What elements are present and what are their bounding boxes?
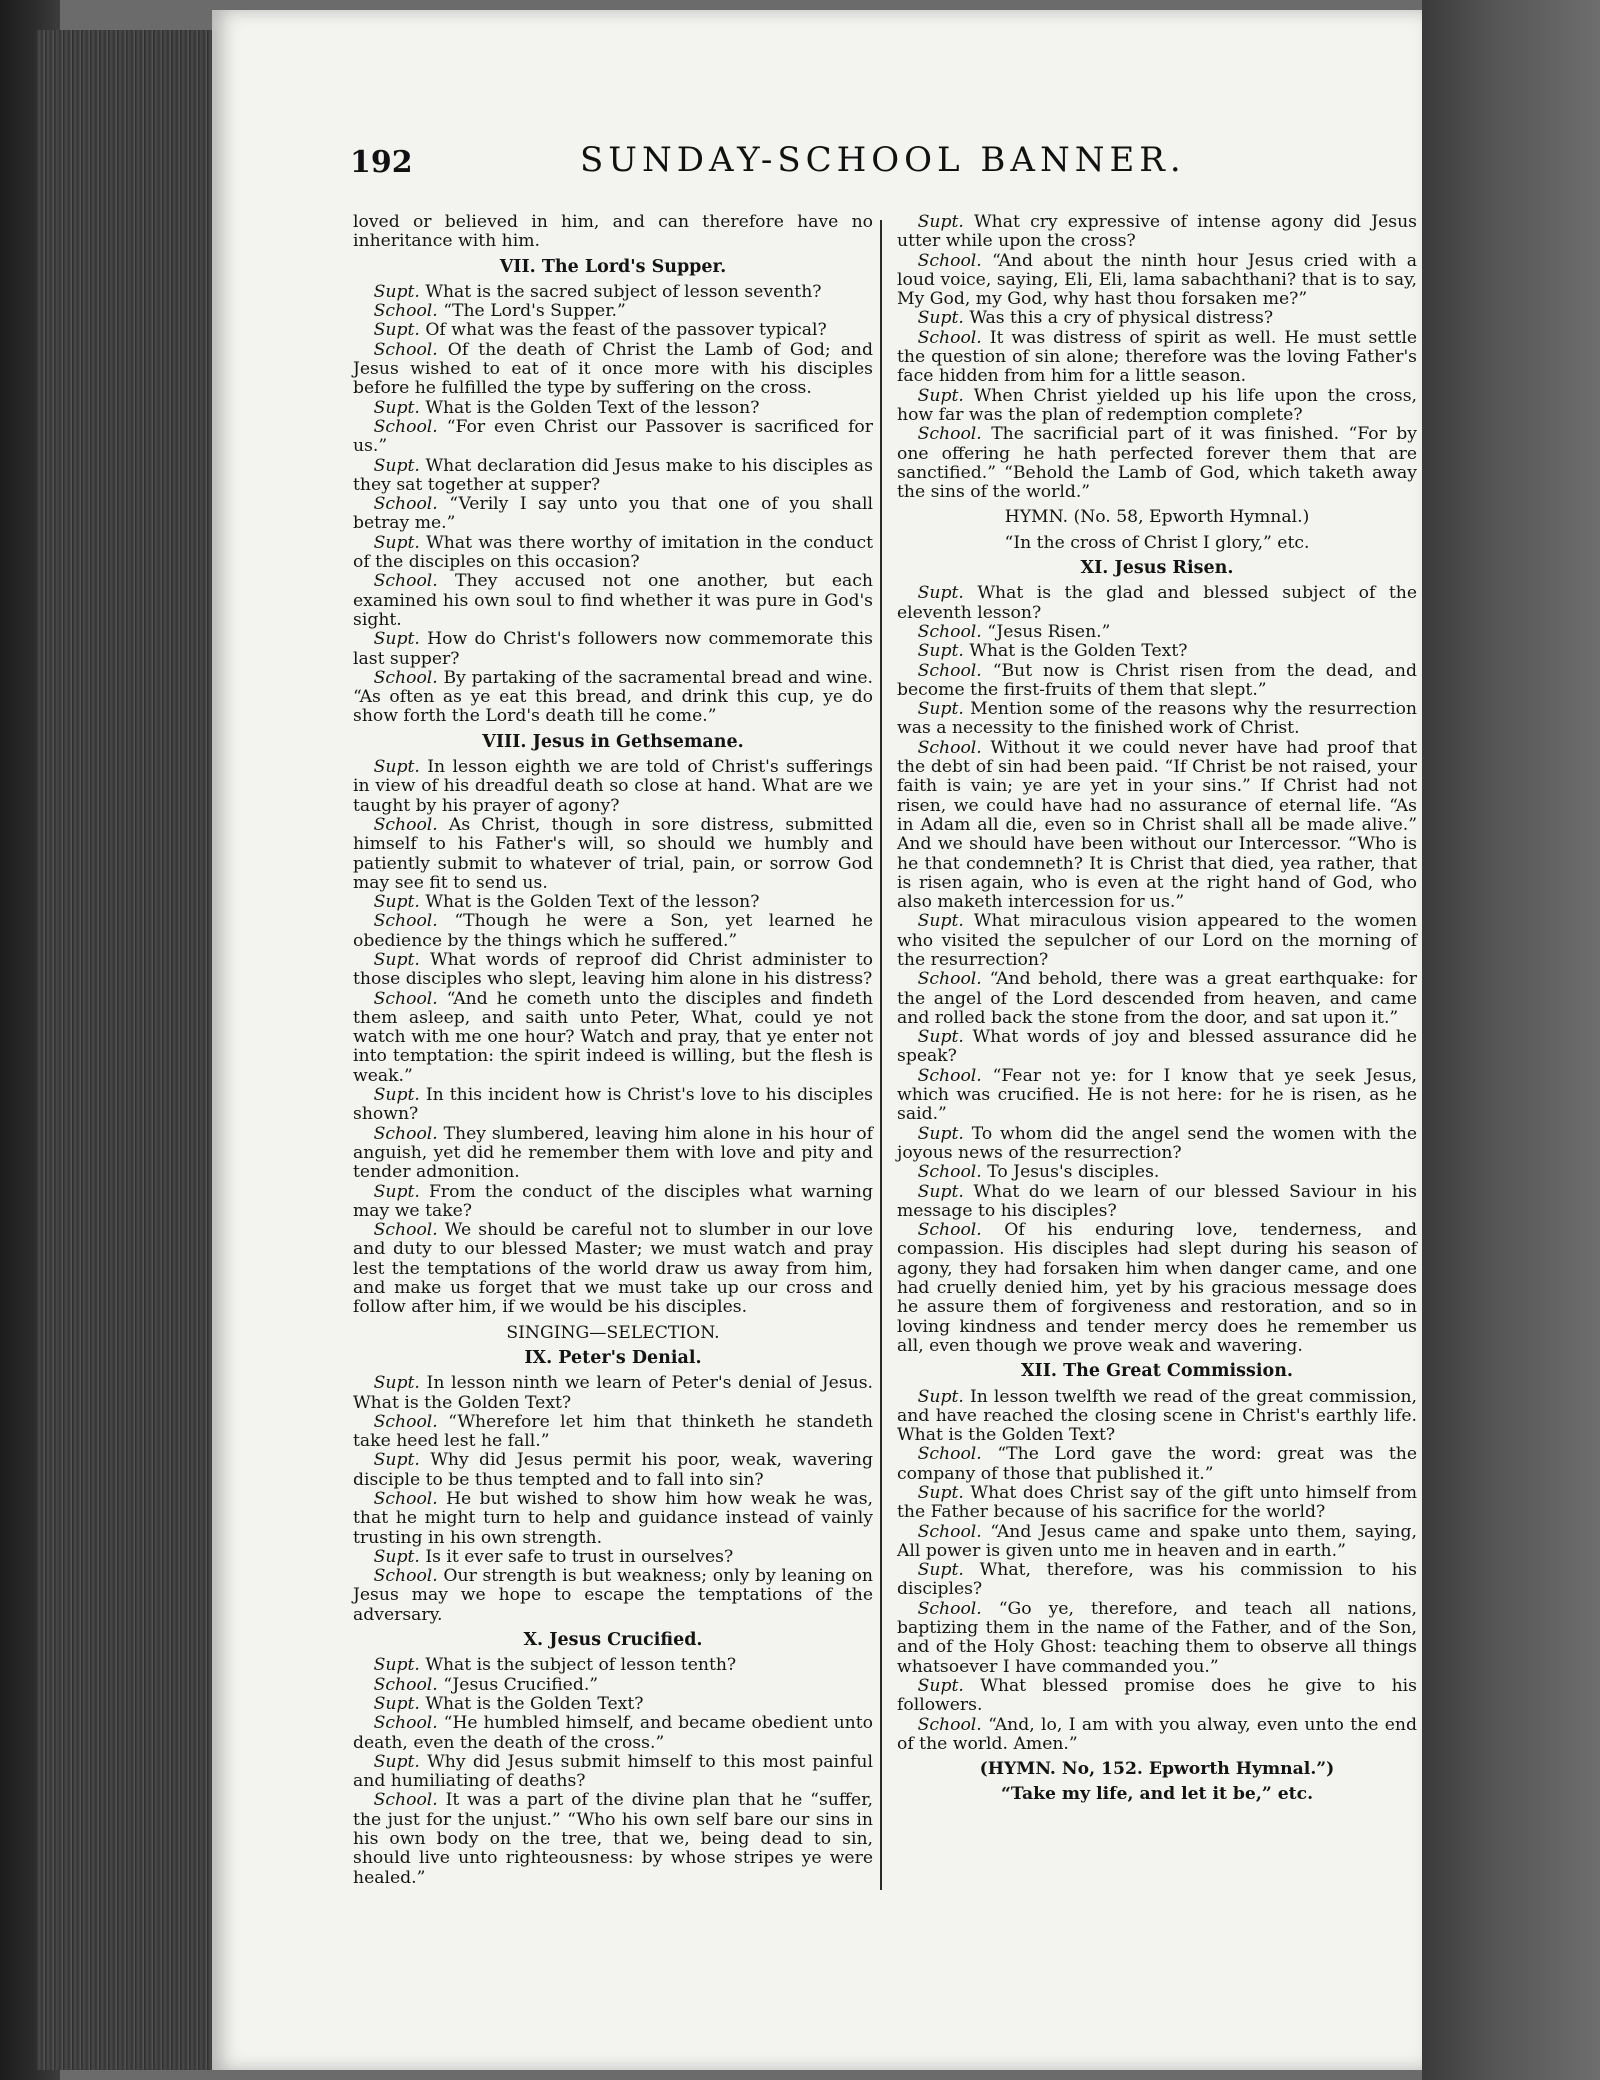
qa-text: From the conduct of the disciples what warning may we take? bbox=[353, 1181, 873, 1221]
qa-paragraph bbox=[353, 1451, 873, 1490]
qa-paragraph bbox=[897, 213, 1417, 252]
qa-text: They accused not one another, but each examined his own soul to find whether it was pure in God's sight. bbox=[353, 571, 873, 630]
qa-paragraph bbox=[353, 1548, 873, 1567]
qa-text: As Christ, though in sore distress, submitted himself to his Father's will, so should we humbly and patiently submit to whatever of trial, pain, or sorrow God may see fit to send us. bbox=[353, 814, 874, 893]
qa-text: It was a part of the divine plan that he “suffer, the just for the unjust.” “Who his own self bare our sins in his own body on the tree, that we, being dead to sin, should live unto righteousness: by whose stripes ye were healed.” bbox=[353, 1790, 874, 1888]
qa-paragraph bbox=[897, 309, 1417, 328]
qa-text: The sacrificial part of it was finished. “For by one offering he hath perfected forever them that are sanctified.” “Behold the Lamb of God, which taketh away the sins of the world.” bbox=[897, 424, 1417, 503]
speaker-label: School. bbox=[373, 1790, 438, 1811]
speaker-label: Supt. bbox=[373, 1450, 420, 1471]
qa-paragraph bbox=[897, 387, 1417, 426]
qa-paragraph bbox=[897, 1523, 1417, 1562]
speaker-label: School. bbox=[373, 1220, 438, 1241]
qa-text: In lesson eighth we are told of Christ's sufferings in view of his dreadful death so close at hand. What are we taught by his prayer of agony? bbox=[353, 757, 873, 816]
qa-paragraph bbox=[353, 669, 873, 727]
qa-text: What is the Golden Text? bbox=[425, 1693, 644, 1714]
qa-text: “Fear not ye: for I know that ye seek Jesus, which was crucified. He is not here: for he is risen, as he said.” bbox=[897, 1065, 1417, 1125]
qa-paragraph bbox=[353, 283, 873, 302]
qa-text: In lesson twelfth we read of the great commission, and have reached the closing scene in Christ's earthly life. What is the Golden Text? bbox=[897, 1386, 1417, 1446]
column-divider bbox=[880, 220, 882, 1890]
qa-paragraph bbox=[897, 662, 1417, 701]
speaker-label: Supt. bbox=[917, 385, 964, 406]
speaker-label: School. bbox=[917, 424, 982, 445]
qa-text: What is the Golden Text? bbox=[969, 641, 1188, 662]
speaker-label: School. bbox=[917, 737, 982, 758]
page-number: 192 bbox=[350, 145, 413, 180]
speaker-label: Supt. bbox=[373, 757, 420, 778]
qa-paragraph bbox=[353, 457, 873, 496]
qa-paragraph bbox=[897, 1600, 1417, 1677]
qa-text: What, therefore, was his commission to his disciples? bbox=[897, 1560, 1417, 1600]
speaker-label: Supt. bbox=[917, 1181, 964, 1202]
speaker-label: School. bbox=[917, 1444, 982, 1465]
qa-paragraph bbox=[897, 739, 1417, 913]
speaker-label: Supt. bbox=[373, 320, 420, 341]
qa-text: What words of reproof did Christ administer to those disciples who slept, leaving him alone in his distress? bbox=[353, 949, 874, 990]
qa-paragraph bbox=[897, 1125, 1417, 1164]
speaker-label: School. bbox=[373, 1123, 438, 1144]
speaker-label: Supt. bbox=[373, 629, 420, 650]
speaker-label: School. bbox=[917, 1521, 982, 1542]
qa-paragraph bbox=[353, 321, 873, 340]
qa-text: How do Christ's followers now commemorate this last supper? bbox=[353, 629, 873, 669]
qa-paragraph bbox=[353, 1656, 873, 1675]
qa-paragraph bbox=[353, 302, 873, 321]
qa-text: Our strength is but weakness; only by leaning on Jesus may we hope to escape the temptations of the adversary. bbox=[353, 1566, 873, 1625]
qa-text: “But now is Christ risen from the dead, and become the first-fruits of them that slept.” bbox=[897, 660, 1417, 700]
qa-text: What declaration did Jesus make to his disciples as they sat together at supper? bbox=[353, 455, 873, 495]
qa-text: Of his enduring love, tenderness, and compassion. His disciples had slept during his season of agony, they had forsaken him when danger came, and one had cruelly denied him, yet by his gracious message does he assure them of forgiveness and restoration, and so in loving kindness and tender mercy does he remember us all, even though we prove weak and wavering. bbox=[897, 1220, 1417, 1356]
centered-note: “In the cross of Christ I glory,” etc. bbox=[1004, 532, 1310, 553]
section-heading: IX. Peter's Denial. bbox=[524, 1347, 702, 1368]
qa-paragraph bbox=[353, 1714, 873, 1753]
qa-text: By partaking of the sacramental bread and wine. “As often as ye eat this bread, and drink this cup, ye do show forth the Lord's death till he come.” bbox=[353, 667, 873, 727]
qa-paragraph bbox=[353, 1695, 873, 1714]
qa-paragraph bbox=[897, 1716, 1417, 1755]
section-heading: VII. The Lord's Supper. bbox=[499, 256, 727, 277]
qa-text: What is the Golden Text of the lesson? bbox=[425, 397, 760, 418]
speaker-label: School. bbox=[917, 1162, 982, 1183]
qa-text: “Wherefore let him that thinketh he standeth take heed lest he fall.” bbox=[353, 1411, 873, 1452]
speaker-label: Supt. bbox=[373, 1751, 420, 1772]
speaker-label: Supt. bbox=[917, 1675, 964, 1696]
qa-text: What miraculous vision appeared to the women who visited the sepulcher of our Lord on the morning of the resurrection? bbox=[897, 911, 1417, 970]
qa-paragraph bbox=[353, 951, 873, 990]
qa-text: “Go ye, therefore, and teach all nations, baptizing them in the name of the Father, and of the Son, and of the Holy Ghost: teaching them to observe all things whatsoever I have commanded you.” bbox=[897, 1598, 1418, 1677]
speaker-label: School. bbox=[373, 571, 438, 592]
page-edges bbox=[36, 30, 216, 2070]
section-heading: X. Jesus Crucified. bbox=[523, 1630, 703, 1651]
qa-text: What cry expressive of intense agony did Jesus utter while upon the cross? bbox=[897, 212, 1417, 252]
qa-paragraph bbox=[897, 1484, 1417, 1523]
qa-text: Why did Jesus submit himself to this most painful and humiliating of deaths? bbox=[353, 1751, 873, 1792]
qa-paragraph bbox=[897, 1388, 1417, 1446]
qa-text: “The Lord gave the word: great was the company of those that published it.” bbox=[897, 1444, 1417, 1484]
qa-paragraph bbox=[897, 1561, 1417, 1600]
qa-paragraph bbox=[353, 758, 873, 816]
qa-text: “And Jesus came and spake unto them, saying, All power is given unto me in heaven and in earth.” bbox=[897, 1521, 1417, 1561]
qa-text: Was this a cry of physical distress? bbox=[969, 308, 1274, 329]
speaker-label: Supt. bbox=[373, 1181, 420, 1202]
speaker-label: Supt. bbox=[373, 949, 420, 970]
section-heading: XII. The Great Commission. bbox=[1020, 1361, 1294, 1382]
speaker-label: School. bbox=[373, 1674, 438, 1695]
section-heading: VIII. Jesus in Gethsemane. bbox=[482, 731, 744, 752]
qa-text: “And, lo, I am with you alway, even unto the end of the world. Amen.” bbox=[897, 1714, 1417, 1754]
speaker-label: School. bbox=[917, 1065, 982, 1086]
speaker-label: School. bbox=[373, 1411, 438, 1432]
speaker-label: School. bbox=[373, 988, 438, 1009]
qa-text: “Jesus Crucified.” bbox=[443, 1674, 599, 1695]
qa-text: To Jesus's disciples. bbox=[987, 1162, 1160, 1183]
speaker-label: School. bbox=[373, 1566, 438, 1587]
qa-paragraph bbox=[353, 1086, 873, 1125]
qa-paragraph bbox=[897, 970, 1417, 1028]
qa-paragraph bbox=[353, 534, 873, 573]
qa-paragraph bbox=[897, 425, 1417, 502]
qa-text: What blessed promise does he give to his followers. bbox=[897, 1675, 1418, 1716]
qa-paragraph bbox=[353, 1183, 873, 1222]
qa-text: “And he cometh unto the disciples and findeth them asleep, and saith unto Peter, What, could ye not watch with me one hour? Watch and pray, that ye enter not into temptation: the spirit indeed is willing, but the flesh is weak.” bbox=[353, 988, 874, 1086]
qa-text: To whom did the angel send the women with the joyous news of the resurrection? bbox=[897, 1123, 1418, 1163]
qa-paragraph bbox=[353, 816, 873, 893]
qa-paragraph bbox=[353, 572, 873, 630]
qa-paragraph bbox=[897, 1677, 1417, 1716]
qa-text: What is the glad and blessed subject of the eleventh lesson? bbox=[897, 583, 1417, 623]
qa-text: “He humbled himself, and became obedient unto death, even the death of the cross.” bbox=[353, 1713, 873, 1753]
qa-paragraph bbox=[353, 341, 873, 399]
qa-paragraph bbox=[353, 1753, 873, 1792]
speaker-label: School. bbox=[917, 969, 982, 990]
qa-text: Of what was the feast of the passover typical? bbox=[425, 320, 827, 341]
qa-paragraph bbox=[353, 990, 873, 1086]
speaker-label: Supt. bbox=[373, 281, 420, 302]
qa-text: Mention some of the reasons why the resurrection was a necessity to the finished work of Christ. bbox=[897, 699, 1417, 739]
speaker-label: Supt. bbox=[917, 1560, 964, 1581]
qa-paragraph bbox=[353, 1567, 873, 1625]
speaker-label: School. bbox=[917, 327, 982, 348]
speaker-label: School. bbox=[917, 660, 982, 681]
speaker-label: School. bbox=[373, 301, 438, 322]
speaker-label: Supt. bbox=[373, 532, 420, 553]
centered-note: HYMN. (No. 58, Epworth Hymnal.) bbox=[1004, 507, 1310, 528]
speaker-label: School. bbox=[917, 1220, 982, 1241]
qa-paragraph bbox=[353, 1221, 873, 1317]
qa-paragraph bbox=[353, 1676, 873, 1695]
qa-paragraph bbox=[353, 912, 873, 951]
qa-paragraph bbox=[353, 1791, 873, 1887]
speaker-label: Supt. bbox=[917, 699, 964, 720]
qa-text: “Though he were a Son, yet learned he obedience by the things which he suffered.” bbox=[353, 911, 873, 951]
speaker-label: School. bbox=[373, 494, 438, 515]
section-heading: XI. Jesus Risen. bbox=[1080, 558, 1234, 579]
qa-paragraph bbox=[353, 418, 873, 457]
qa-text: He but wished to show him how weak he was, that he might turn to help and guidance instead of vainly trusting in his own strength. bbox=[353, 1489, 873, 1548]
qa-paragraph bbox=[353, 1125, 873, 1183]
qa-text: Is it ever safe to trust in ourselves? bbox=[425, 1546, 734, 1567]
qa-paragraph bbox=[353, 399, 873, 418]
qa-text: In lesson ninth we learn of Peter's denial of Jesus. What is the Golden Text? bbox=[353, 1373, 873, 1413]
qa-paragraph bbox=[897, 1221, 1417, 1356]
speaker-label: Supt. bbox=[917, 1027, 964, 1048]
centered-note: (HYMN. No, 152. Epworth Hymnal.”) bbox=[979, 1759, 1335, 1780]
qa-text: “For even Christ our Passover is sacrificed for us.” bbox=[353, 416, 873, 457]
qa-text: “Verily I say unto you that one of you shall betray me.” bbox=[353, 494, 874, 534]
qa-text: What words of joy and blessed assurance did he speak? bbox=[897, 1027, 1417, 1067]
qa-text: What is the sacred subject of lesson seventh? bbox=[425, 281, 822, 302]
qa-text: What was there worthy of imitation in the conduct of the disciples on this occasion? bbox=[353, 532, 873, 573]
left-column bbox=[353, 213, 873, 1888]
qa-paragraph bbox=[897, 584, 1417, 623]
qa-paragraph bbox=[897, 700, 1417, 739]
qa-paragraph bbox=[897, 252, 1417, 310]
qa-text: “And behold, there was a great earthquake: for the angel of the Lord descended from heaven, and came and rolled back the stone from the door, and sat upon it.” bbox=[897, 969, 1417, 1028]
qa-paragraph bbox=[897, 1445, 1417, 1484]
right-column bbox=[897, 213, 1417, 1811]
qa-paragraph bbox=[353, 893, 873, 912]
qa-paragraph bbox=[897, 623, 1417, 642]
speaker-label: Supt. bbox=[917, 212, 964, 232]
qa-text: What is the subject of lesson tenth? bbox=[425, 1655, 737, 1676]
qa-paragraph bbox=[353, 495, 873, 534]
qa-text: What does Christ say of the gift unto himself from the Father because of his sacrifice for the world? bbox=[897, 1483, 1418, 1523]
speaker-label: School. bbox=[373, 1713, 438, 1734]
speaker-label: Supt. bbox=[373, 1693, 420, 1714]
speaker-label: Supt. bbox=[917, 1386, 964, 1407]
qa-paragraph bbox=[897, 1028, 1417, 1067]
speaker-label: School. bbox=[917, 250, 982, 271]
qa-paragraph bbox=[897, 912, 1417, 970]
qa-text: We should be careful not to slumber in our love and duty to our blessed Master; we must watch and pray lest the temptations of the world draw us away from him, and make us forget that we must take up our cross and follow after him, if we would be his disciples. bbox=[353, 1220, 874, 1318]
qa-paragraph bbox=[897, 1183, 1417, 1222]
speaker-label: School. bbox=[917, 621, 982, 642]
speaker-label: School. bbox=[373, 1489, 438, 1509]
qa-text: Without it we could never have had proof that the debt of sin had been paid. “If Christ be not raised, your faith is vain; ye are yet in your sins.” If Christ had not risen, we could have had no assurance of eternal life. “As in Adam all die, even so in Christ shall all be made alive.” And we should have been without our Intercessor. “Who is he that condemneth? It is Christ that died, yea rather, that is risen again, who is even at the right hand of God, who also maketh intercession for us.” bbox=[897, 737, 1417, 913]
speaker-label: School. bbox=[373, 339, 438, 360]
qa-paragraph bbox=[897, 329, 1417, 387]
qa-text: What is the Golden Text of the lesson? bbox=[425, 892, 760, 913]
book-cover-right bbox=[1422, 0, 1600, 2080]
speaker-label: Supt. bbox=[917, 1483, 964, 1503]
speaker-label: Supt. bbox=[373, 1085, 420, 1106]
qa-paragraph bbox=[897, 1163, 1417, 1182]
speaker-label: Supt. bbox=[917, 308, 964, 329]
qa-text: In this incident how is Christ's love to his disciples shown? bbox=[353, 1085, 873, 1125]
speaker-label: Supt. bbox=[917, 1123, 964, 1144]
qa-text: Of the death of Christ the Lamb of God; and Jesus wished to eat of it once more with his disciples before he fulfilled the type by suffering on the cross. bbox=[353, 339, 874, 399]
speaker-label: School. bbox=[373, 416, 438, 437]
qa-text: They slumbered, leaving him alone in his hour of anguish, yet did he remember them with love and pity and tender admonition. bbox=[353, 1123, 874, 1183]
qa-text: “The Lord's Supper.” bbox=[443, 301, 626, 322]
running-head: SUNDAY-SCHOOL BANNER. bbox=[580, 140, 1186, 180]
speaker-label: Supt. bbox=[373, 892, 420, 913]
speaker-label: Supt. bbox=[373, 1655, 420, 1676]
qa-text: It was distress of spirit as well. He must settle the question of sin alone; therefore was the loving Father's face hidden from him for a little season. bbox=[897, 327, 1418, 387]
speaker-label: School. bbox=[373, 814, 438, 835]
qa-paragraph bbox=[353, 1374, 873, 1413]
qa-paragraph bbox=[353, 1490, 873, 1548]
centered-note: “Take my life, and let it be,” etc. bbox=[1000, 1784, 1314, 1805]
centered-note: SINGING—SELECTION. bbox=[506, 1322, 720, 1343]
qa-text: “And about the ninth hour Jesus cried with a loud voice, saying, Eli, Eli, lama sabachthani? that is to say, My God, my God, why hast thou forsaken me?” bbox=[897, 250, 1418, 310]
qa-paragraph bbox=[353, 630, 873, 669]
qa-text: What do we learn of our blessed Saviour in his message to his disciples? bbox=[897, 1181, 1418, 1221]
qa-paragraph bbox=[353, 1413, 873, 1452]
speaker-label: Supt. bbox=[917, 583, 964, 604]
speaker-label: School. bbox=[917, 1714, 982, 1735]
speaker-label: Supt. bbox=[373, 455, 420, 476]
continued-paragraph: loved or believed in him, and can therefore have no inheritance with him. bbox=[353, 212, 873, 252]
speaker-label: School. bbox=[917, 1598, 982, 1619]
qa-text: Why did Jesus permit his poor, weak, wavering disciple to be thus tempted and to fall into sin? bbox=[353, 1450, 873, 1490]
speaker-label: School. bbox=[373, 911, 438, 932]
speaker-label: Supt. bbox=[917, 641, 964, 662]
qa-text: “Jesus Risen.” bbox=[987, 621, 1111, 642]
speaker-label: Supt. bbox=[373, 1546, 420, 1567]
speaker-label: Supt. bbox=[373, 397, 420, 418]
speaker-label: Supt. bbox=[373, 1373, 420, 1394]
speaker-label: Supt. bbox=[917, 911, 964, 932]
speaker-label: School. bbox=[373, 667, 438, 688]
qa-paragraph bbox=[897, 642, 1417, 661]
qa-paragraph bbox=[897, 1067, 1417, 1125]
qa-text: When Christ yielded up his life upon the cross, how far was the plan of redemption complete? bbox=[897, 385, 1417, 425]
